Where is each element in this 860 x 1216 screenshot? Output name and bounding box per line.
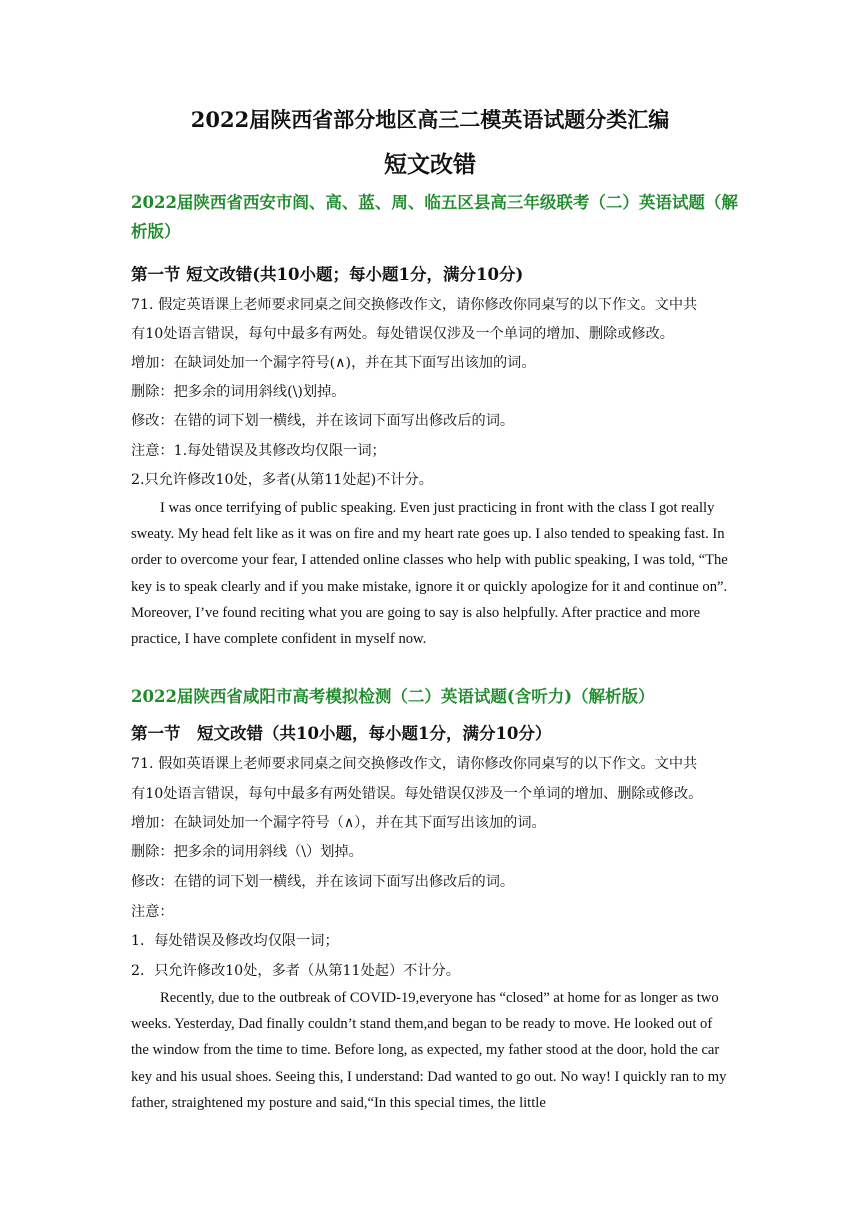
passage-text: I was once terrifying of public speaking. Even just practicing in front with the class I got really sweaty. My head felt like as it was on fire and my heart rate goes up. I also tended to speaking fast. In order to overcome your fear, I attended online classes who help with public speaking, I was told, “The key is to speak clearly and if you make mistake, ignore it or quickly apologize for it and continue on”. Moreover, I’ve found reciting what you are going to say is also helpfully. After practice and more practice, I have complete confident in myself now. bbox=[131, 500, 728, 648]
instruction-line: 2．只允许修改10处，多者（从第11处起）不计分。 bbox=[131, 963, 460, 979]
instruction-line: 有10处语言错误，每句中最多有两处。每处错误仅涉及一个单词的增加、删除或修改。 bbox=[131, 326, 674, 342]
section-heading: 2022届陕西省咸阳市高考模拟检测（二）英语试题(含听力)（解析版） bbox=[131, 687, 655, 706]
section-heading: 2022届陕西省西安市阎、高、蓝、周、临五区县高三年级联考（二）英语试题（解析版） bbox=[131, 193, 738, 241]
instruction-line: 增加：在缺词处加一个漏字符号(∧)，并在其下面写出该加的词。 bbox=[131, 355, 536, 371]
instruction-line: 修改：在错的词下划一横线，并在该词下面写出修改后的词。 bbox=[131, 874, 515, 890]
document-title: 2022届陕西省部分地区高三二模英语试题分类汇编 bbox=[190, 107, 670, 132]
instruction-line: 注意： bbox=[131, 904, 174, 920]
document-subtitle: 短文改错 bbox=[384, 151, 476, 178]
passage-text: Recently, due to the outbreak of COVID-19,everyone has “closed” at home for as longer as two weeks. Yesterday, Dad finally couldn’t stand them,and began to be ready to move. He looked out of the window from the time to time. Before long, as expected, my father stood at the door, hold the car key and his usual shoes. Seeing this, I understand: Dad wanted to go out. No way! I quickly ran to my father, straightened my posture and said,“In this special times, the little bbox=[131, 990, 727, 1111]
part-heading: 第一节 短文改错（共10小题，每小题1分，满分10分） bbox=[131, 724, 552, 743]
instruction-line: 增加：在缺词处加一个漏字符号（∧），并在其下面写出该加的词。 bbox=[131, 815, 546, 831]
instruction-line: 注意：1.每处错误及其修改均仅限一词； bbox=[131, 443, 386, 459]
instruction-line: 有10处语言错误，每句中最多有两处错误。每处错误仅涉及一个单词的增加、删除或修改。 bbox=[131, 786, 703, 802]
instruction-line: 2.只允许修改10处，多者(从第11处起)不计分。 bbox=[131, 472, 433, 488]
instruction-line: 删除：把多余的词用斜线(\)划掉。 bbox=[131, 384, 346, 400]
instruction-line: 删除：把多余的词用斜线（\）划掉。 bbox=[131, 844, 363, 860]
instruction-line: 71. 假定英语课上老师要求同桌之间交换修改作文，请你修改你同桌写的以下作文。文中共 bbox=[131, 297, 698, 313]
instruction-line: 1．每处错误及修改均仅限一词； bbox=[131, 933, 339, 949]
instruction-line: 71. 假如英语课上老师要求同桌之间交换修改作文，请你修改你同桌写的以下作文。文中共 bbox=[131, 756, 698, 772]
instruction-line: 修改：在错的词下划一横线，并在该词下面写出修改后的词。 bbox=[131, 413, 515, 429]
part-heading: 第一节 短文改错(共10小题；每小题1分，满分10分) bbox=[131, 265, 524, 284]
